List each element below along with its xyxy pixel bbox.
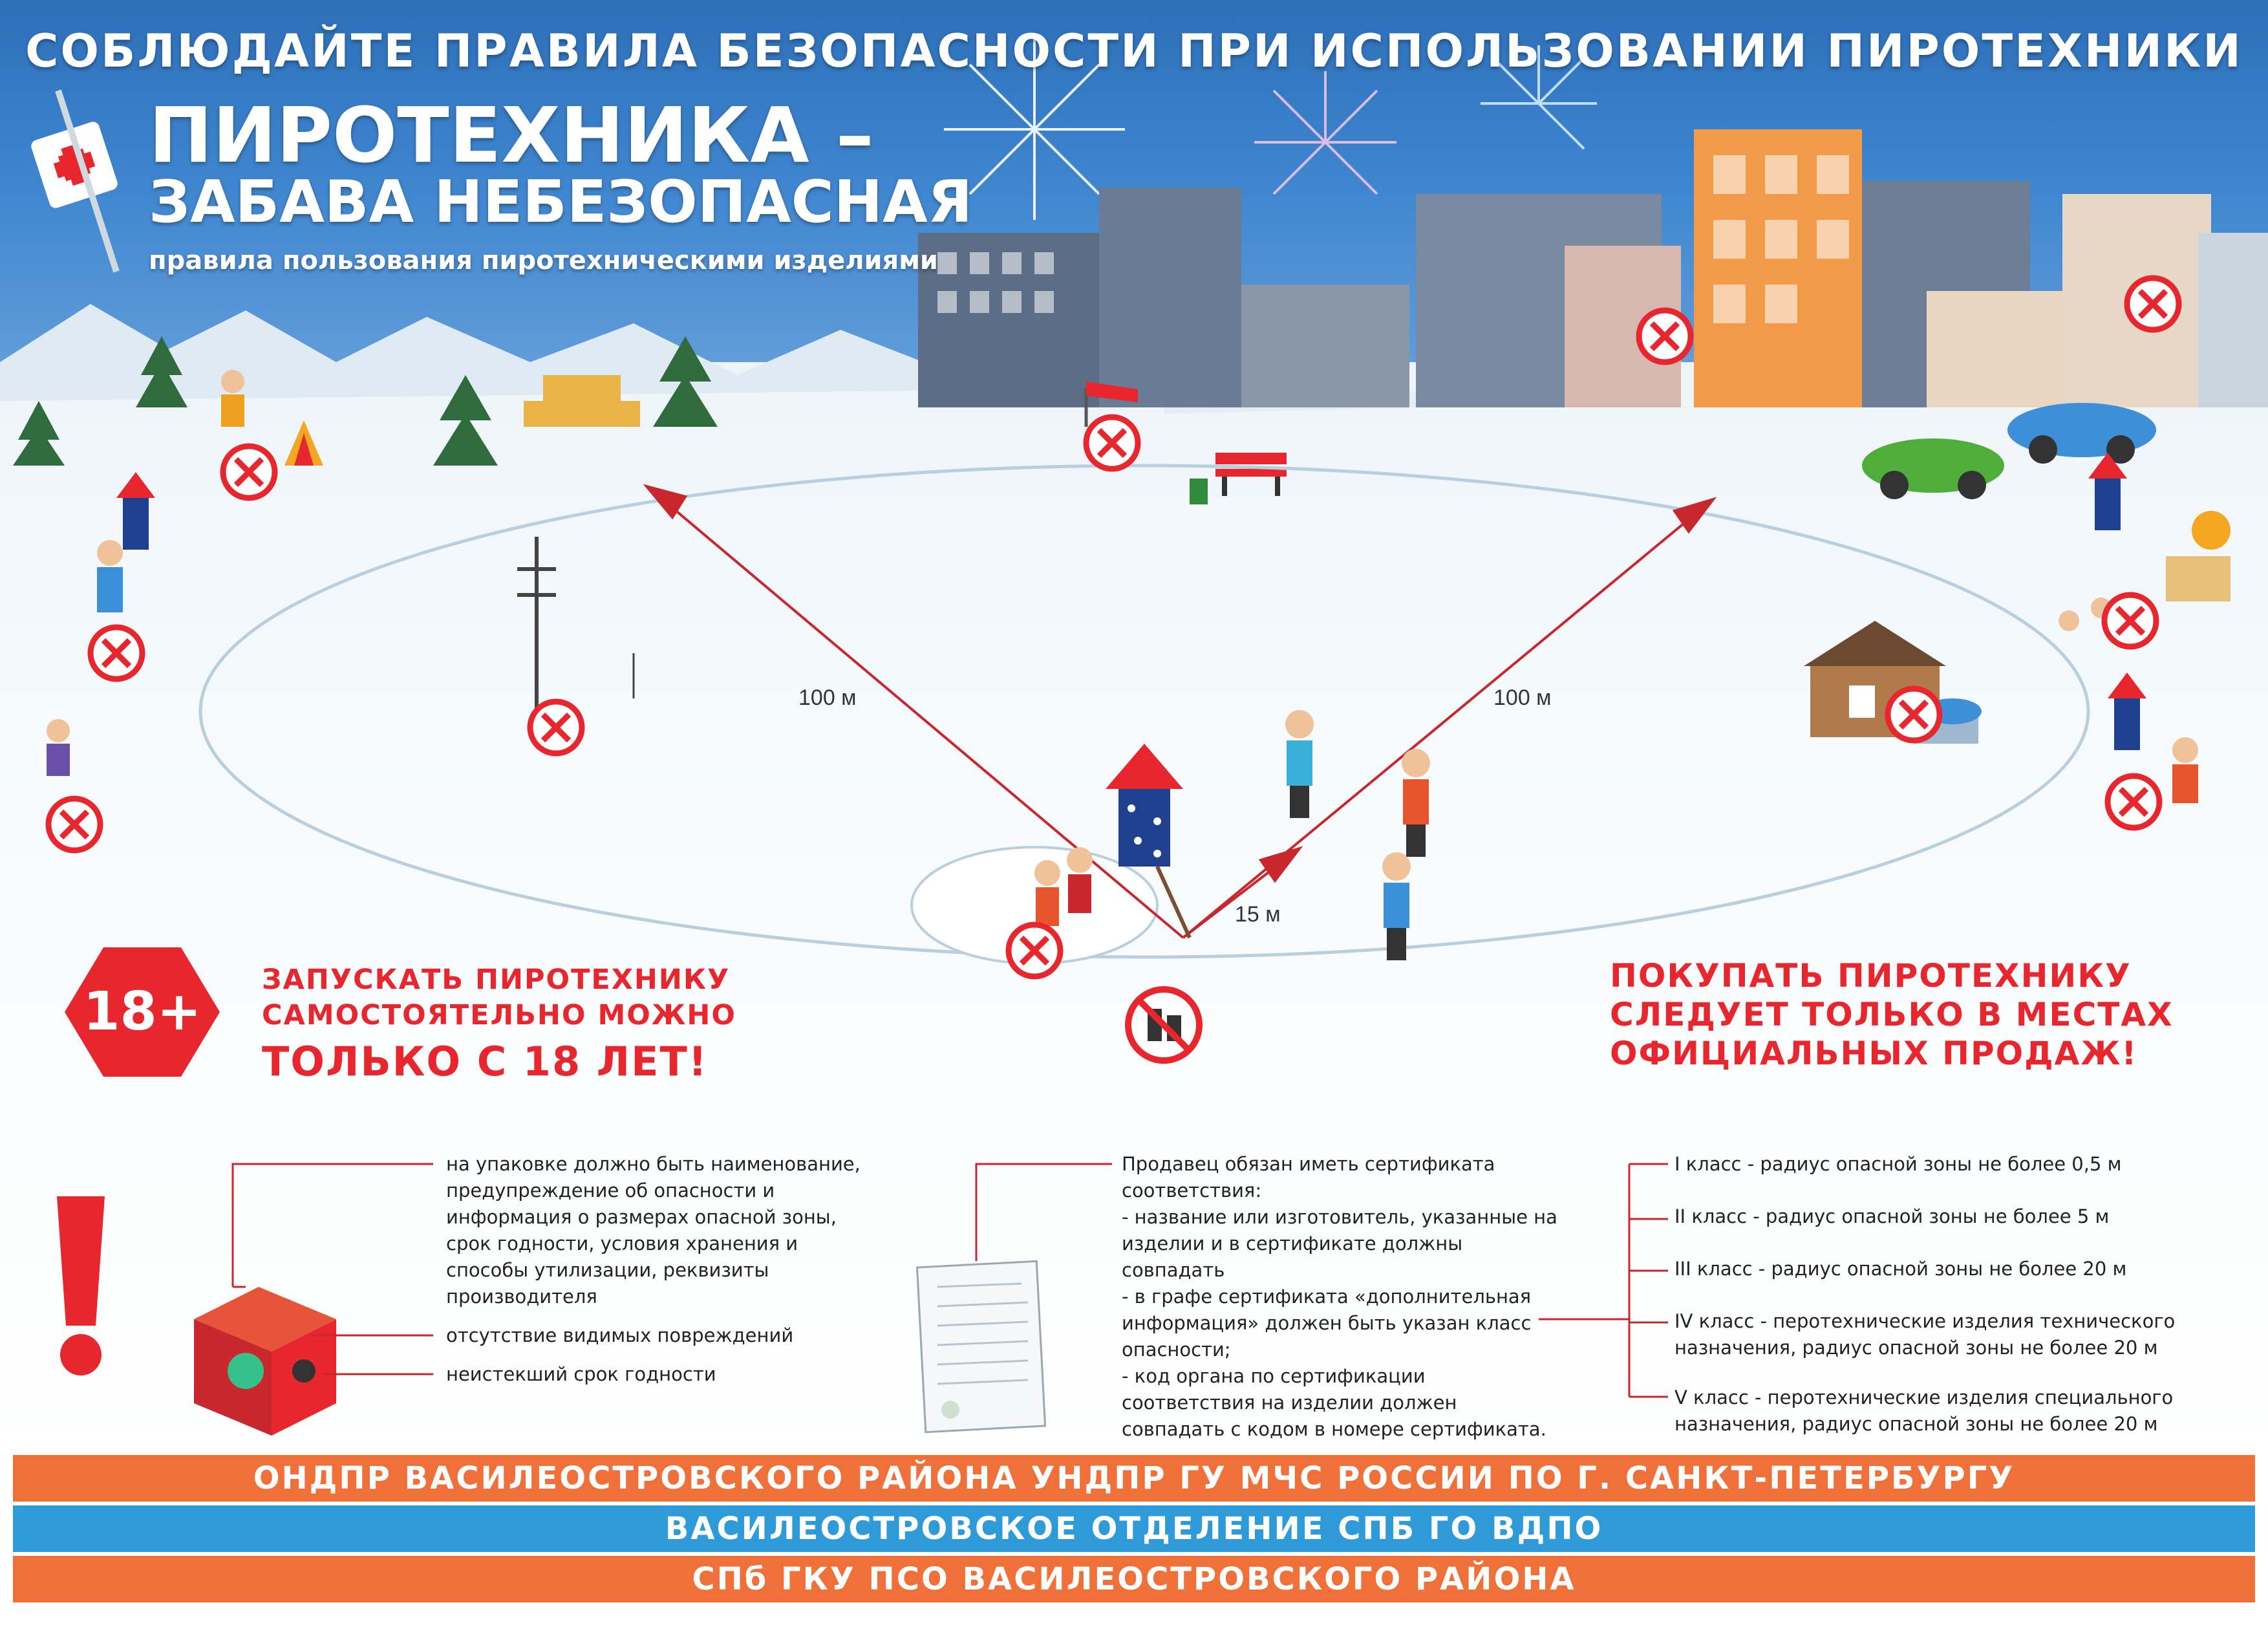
age-rule-line2: САМОСТОЯТЕЛЬНО МОЖНО [262,999,736,1031]
no-alcohol-icon [1128,989,1199,1061]
distance-label-left: 100 м [798,685,857,710]
exclamation-icon [57,1196,105,1375]
purchase-rule-line1: ПОКУПАТЬ ПИРОТЕХНИКУ [1610,957,2132,995]
certificate-point: - название или изготовитель, указанные на изделии и в сертификате должны совпадать [1122,1206,1557,1281]
footer-band-3: СПб ГКУ ПСО ВАСИЛЕОСТРОВСКОГО РАЙОНА [13,1556,2255,1602]
packaging-item: неистекший срок годности [446,1363,716,1385]
hazard-class-item: V класс - перотехнические изделия специального назначения, радиус опасной зоны не более 20 м [1674,1386,2174,1435]
top-banner: СОБЛЮДАЙТЕ ПРАВИЛА БЕЗОПАСНОСТИ ПРИ ИСПОЛЬЗОВАНИИ ПИРОТЕХНИКИ [25,25,2243,78]
damaged-package-icon [194,1287,336,1436]
purchase-rule-line2: СЛЕДУЕТ ТОЛЬКО В МЕСТАХ [1610,996,2174,1033]
certificate-requirements [1122,1151,1561,1443]
purchase-rule-line3: ОФИЦИАЛЬНЫХ ПРОДАЖ! [1610,1035,2138,1072]
certificate-point: - в графе сертификата «дополнительная информация» должен быть указан класс опасности; [1122,1286,1532,1361]
hazard-classes-list [1674,1151,2231,1438]
hazard-class-item: II класс - радиус опасной зоны не более 5 м [1674,1205,2110,1227]
sandbox [2166,511,2231,601]
footer-band-1: ОНДПР ВАСИЛЕОСТРОВСКОГО РАЙОНА УНДПР ГУ МЧС РОССИИ ПО Г. САНКТ-ПЕТЕРБУРГУ [13,1455,2255,1502]
page-subtitle: правила пользования пиротехническими изделиями [149,246,938,275]
distance-label-near: 15 м [1235,902,1281,927]
packaging-item: на упаковке должно быть наименование, предупреждение об опасности и информация о размерах опасной зоны, срок годности, условия хранения и способы утилизации, реквизиты производителя [446,1153,861,1308]
age-rule-line3: ТОЛЬКО С 18 ЛЕТ! [262,1038,709,1085]
age-rule-line1: ЗАПУСКАТЬ ПИРОТЕХНИКУ [262,964,731,996]
certificate-icon [917,1261,1045,1432]
certificate-point: - код органа по сертификации соответствия на изделии должен совпадать с кодом в номере сертификата. [1122,1365,1546,1440]
page-title: ПИРОТЕХНИКА – [149,91,874,180]
bench [1190,453,1287,504]
campfire-icon [284,420,323,466]
hazard-class-item: IV класс - перотехнические изделия технического назначения, радиус опасной зоны не более 20 м [1674,1310,2176,1359]
distance-label-right: 100 м [1493,685,1552,710]
city-buildings [918,129,2268,407]
age-badge: 18+ [83,981,202,1042]
hazard-class-item: III класс - радиус опасной зоны не более 20 м [1674,1258,2127,1280]
page-title-line2: ЗАБАВА НЕБЕЗОПАСНАЯ [149,168,973,236]
distance-arrows [647,486,1713,938]
footer-band-2: ВАСИЛЕОСТРОВСКОЕ ОТДЕЛЕНИЕ СПБ ГО ВДПО [13,1505,2255,1552]
first-aid-icon [30,91,120,272]
certificate-intro: Продавец обязан иметь сертификата соответствия: [1122,1153,1495,1202]
hazard-class-item: I класс - радиус опасной зоны не более 0,5 м [1674,1153,2122,1175]
packaging-requirements [446,1151,873,1310]
packaging-item: отсутствие видимых повреждений [446,1324,794,1346]
